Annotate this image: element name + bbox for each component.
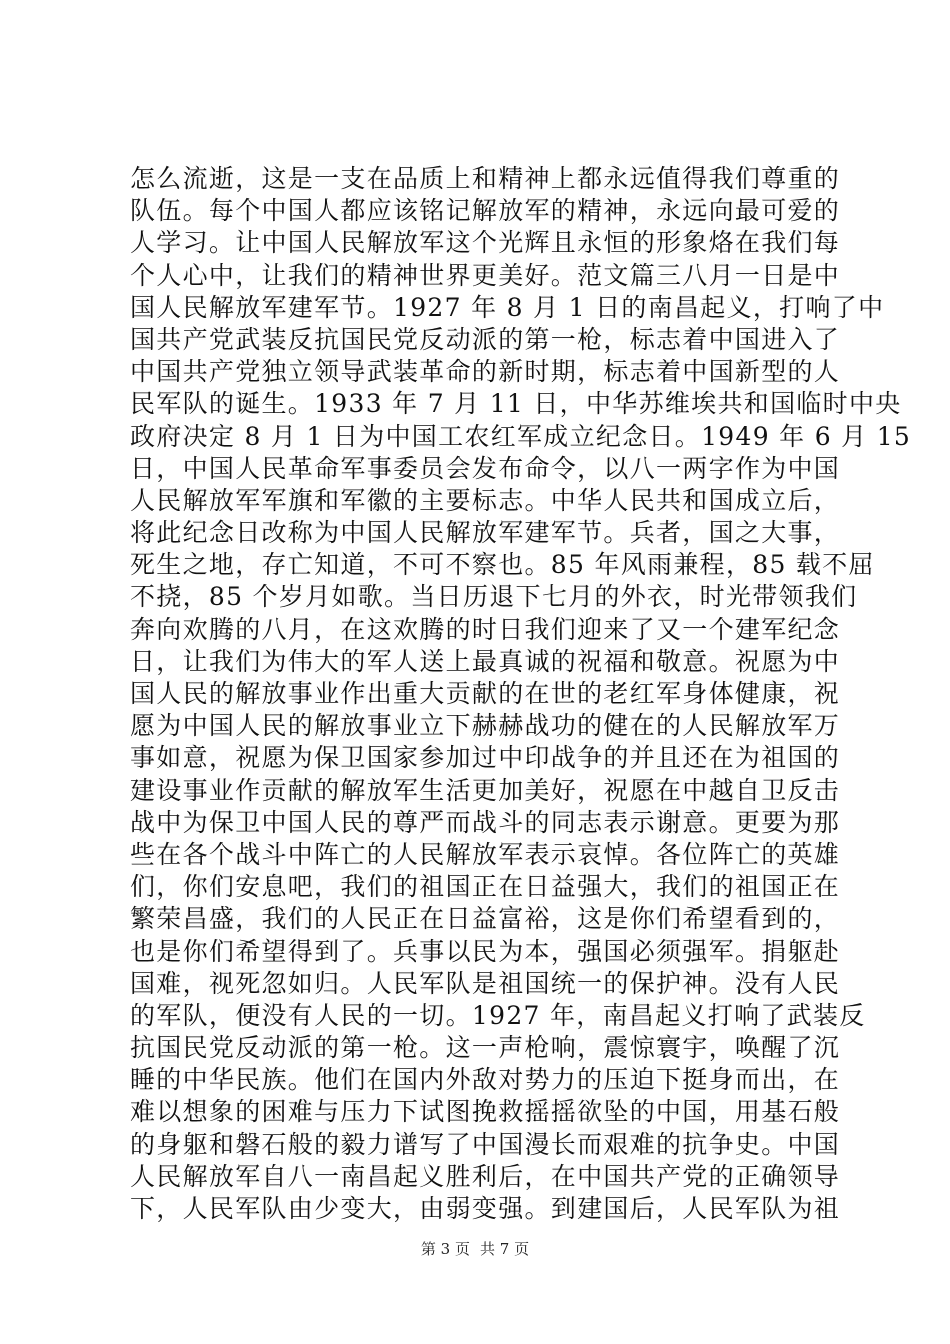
text-line: 人民解放军军旗和军徽的主要标志。中华人民共和国成立后， bbox=[130, 485, 841, 515]
text-line: 下，人民军队由少变大，由弱变强。到建国后，人民军队为祖 bbox=[130, 1194, 841, 1223]
text-line: 难以想象的困难与压力下试图挽救摇摇欲坠的中国，用基石般 bbox=[130, 1097, 841, 1127]
text-line: 国共产党武装反抗国民党反动派的第一枪，标志着中国进入了 bbox=[130, 324, 841, 354]
text-line: 们，你们安息吧，我们的祖国正在日益强大，我们的祖国正在 bbox=[130, 872, 841, 902]
text-line: 日，让我们为伟大的军人送上最真诚的祝福和敬意。祝愿为中 bbox=[130, 646, 841, 676]
text-line: 民军队的诞生。1933 年 7 月 11 日，中华苏维埃共和国临时中央 bbox=[130, 389, 902, 419]
text-line: 将此纪念日改称为中国人民解放军建军节。兵者，国之大事， bbox=[130, 518, 841, 548]
text-line: 繁荣昌盛，我们的人民正在日益富裕，这是你们希望看到的， bbox=[130, 904, 841, 934]
page-total: 共 7 页 bbox=[480, 1240, 530, 1258]
text-line: 国难，视死忽如归。人民军队是祖国统一的保护神。没有人民 bbox=[130, 968, 841, 998]
text-line: 中国共产党独立领导武装革命的新时期，标志着中国新型的人 bbox=[130, 357, 841, 387]
text-line: 国人民解放军建军节。1927 年 8 月 1 日的南昌起义，打响了中 bbox=[130, 292, 885, 322]
text-line: 抗国民党反动派的第一枪。这一声枪响，震惊寰宇，唤醒了沉 bbox=[130, 1033, 841, 1063]
body-text bbox=[130, 163, 912, 1225]
text-line: 日，中国人民革命军事委员会发布命令，以八一两字作为中国 bbox=[130, 453, 841, 483]
text-line: 愿为中国人民的解放事业立下赫赫战功的健在的人民解放军万 bbox=[130, 711, 841, 741]
text-line: 睡的中华民族。他们在国内外敌对势力的压迫下挺身而出，在 bbox=[130, 1065, 841, 1095]
text-line: 建设事业作贡献的解放军生活更加美好，祝愿在中越自卫反击 bbox=[130, 775, 841, 805]
text-line: 政府决定 8 月 1 日为中国工农红军成立纪念日。1949 年 6 月 15 bbox=[130, 421, 912, 451]
text-line: 怎么流逝，这是一支在品质上和精神上都永远值得我们尊重的 bbox=[130, 164, 841, 193]
text-line: 的军队，便没有人民的一切。1927 年，南昌起义打响了武装反 bbox=[130, 1000, 866, 1030]
text-line: 人民解放军自八一南昌起义胜利后，在中国共产党的正确领导 bbox=[130, 1161, 841, 1191]
text-line: 个人心中，让我们的精神世界更美好。范文篇三八月一日是中 bbox=[130, 260, 841, 290]
text-line: 些在各个战斗中阵亡的人民解放军表示哀悼。各位阵亡的英雄 bbox=[130, 839, 841, 869]
text-line: 也是你们希望得到了。兵事以民为本，强国必须强军。捐躯赴 bbox=[130, 936, 841, 966]
text-line: 战中为保卫中国人民的尊严而战斗的同志表示谢意。更要为那 bbox=[130, 807, 841, 837]
text-line: 事如意，祝愿为保卫国家参加过中印战争的并且还在为祖国的 bbox=[130, 743, 841, 773]
page-number: 第 3 页 bbox=[420, 1240, 470, 1258]
page-footer bbox=[0, 1238, 950, 1259]
text-line: 不挠，85 个岁月如歌。当日历退下七月的外衣，时光带领我们 bbox=[130, 582, 858, 612]
text-line: 队伍。每个中国人都应该铭记解放军的精神，永远向最可爱的 bbox=[130, 196, 841, 226]
text-line: 人学习。让中国人民解放军这个光辉且永恒的形象烙在我们每 bbox=[130, 228, 841, 258]
text-line: 死生之地，存亡知道，不可不察也。85 年风雨兼程，85 载不屈 bbox=[130, 550, 875, 580]
text-line: 国人民的解放事业作出重大贡献的在世的老红军身体健康，祝 bbox=[130, 679, 841, 708]
text-line: 奔向欢腾的八月，在这欢腾的时日我们迎来了又一个建军纪念 bbox=[130, 614, 841, 644]
text-line: 的身躯和磐石般的毅力谱写了中国漫长而艰难的抗争史。中国 bbox=[130, 1129, 841, 1159]
